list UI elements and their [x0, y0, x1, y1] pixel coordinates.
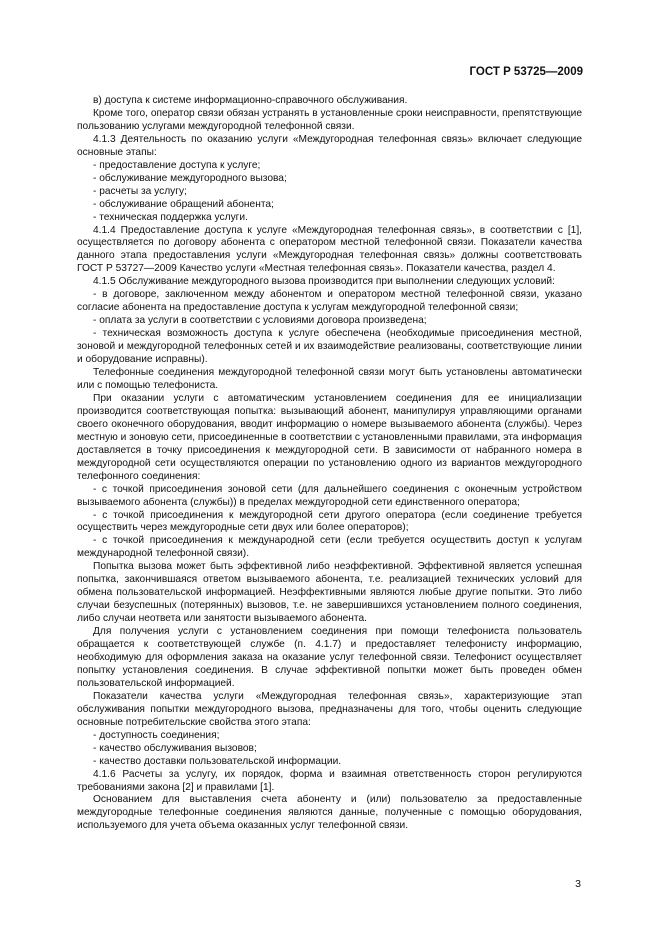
list-item: - обслуживание междугородного вызова; [93, 172, 287, 184]
paragraph: 4.1.5 Обслуживание междугородного вызова производится при выполнении следующих условий: [93, 276, 555, 288]
list-item: - качество доставки пользовательской информации. [93, 755, 342, 767]
list-item: - техническая поддержка услуги. [93, 211, 248, 223]
list-item: - оплата за услуги в соответствии с условиями договора произведена; [93, 315, 427, 327]
list-item: - качество обслуживания вызовов; [93, 742, 257, 754]
paragraph: 4.1.3 Деятельность по оказанию услуги «Междугородная телефонная связь» включает следующие основные этапы: [77, 133, 582, 158]
list-item: - техническая возможность доступа к услуге обеспечена (необходимые присоединения местной, зоновой и междугородной телефонных сетей и их взаимодействие реализованы, соответствующие линии и оборудование исправны). [77, 328, 582, 366]
paragraph: При оказании услуги с автоматическим установлением соединения для ее инициализации производится соответствующая попытка: вызывающий абонент, манипулируя управляющими органами своего оконечного оборудования, вводит информацию о номере вызываемого абонента (службы). Через местную и зоновую сети, присоединенные в соответствии с установленными правилами, эта информация доставляется в точку присоединения к междугородной сети. В зависимости от набранного номера в междугородной сети осуществляются операции по установлению одного из вариантов междугородного телефонного соединения: [77, 392, 582, 482]
paragraph: 4.1.6 Расчеты за услугу, их порядок, форма и взаимная ответственность сторон регулируются требованиями закона [2] и правилами [1]. [77, 768, 582, 793]
list-item: - с точкой присоединения зоновой сети (для дальнейшего соединения с оконечным устройством вызываемого абонента (службы)) в пределах междугородной сети единственного оператора; [77, 483, 582, 508]
paragraph: Попытка вызова может быть эффективной либо неэффективной. Эффективной является успешная попытка, закончившаяся ответом вызываемого абонента, т.е. реализацией технических условий для обмена пользовательской информацией. Неэффективными являются любые другие попытки. Это либо случаи безуспешных (потерянных) вызовов, т.е. не завершившихся установлением полного соединения, либо случаи неответа или занятости вызываемого абонента. [77, 561, 582, 625]
paragraph: 4.1.4 Предоставление доступа к услуге «Междугородная телефонная связь», в соответствии с [1], осуществляется по договору абонента с оператором местной телефонной связи. Показатели качества данного этапа предоставления услуги «Междугородная телефонная связь» должны соответствовать ГОСТ Р 53727—2009 Качество услуги «Местная телефонная связь». Показатели качества, раздел 4. [77, 224, 582, 275]
document-header: ГОСТ Р 53725—2009 [469, 66, 583, 78]
list-item: - доступность соединения; [93, 729, 220, 741]
list-item: - предоставление доступа к услуге; [93, 159, 261, 171]
list-item: - с точкой присоединения к междугородной сети другого оператора (если соединение требуется осуществить через междугородные сети двух или более операторов); [77, 509, 582, 534]
page-number: 3 [575, 878, 581, 890]
paragraph: Кроме того, оператор связи обязан устранять в установленные сроки неисправности, препятствующие пользованию услугами междугородной телефонной связи. [77, 107, 582, 132]
list-item: - в договоре, заключенном между абонентом и оператором местной телефонной связи, указано согласие абонента на предоставление доступа к услугам междугородной телефонной связи; [77, 289, 582, 314]
paragraph: Телефонные соединения междугородной телефонной связи могут быть установлены автоматически или с помощью телефониста. [77, 367, 582, 391]
list-item: - с точкой присоединения к международной сети (если требуется осуществить доступ к услугам международной телефонной связи). [77, 535, 582, 560]
paragraph: в) доступа к системе информационно-справочного обслуживания. [93, 95, 408, 106]
list-item: - обслуживание обращений абонента; [93, 198, 274, 210]
paragraph: Основанием для выставления счета абоненту и (или) пользователю за предоставленные междугородные телефонные соединения являются данные, полученные с помощью оборудования, используемого для учета объема оказанных услуг телефонной связи. [77, 794, 582, 832]
document-body [77, 95, 582, 833]
paragraph: Показатели качества услуги «Междугородная телефонная связь», характеризующие этап обслуживания попытки междугородного вызова, предназначены для того, чтобы оценить следующие основные потребительские свойства этого этапа: [77, 690, 582, 728]
paragraph: Для получения услуги с установлением соединения при помощи телефониста пользователь обращается к соответствующей службе (п. 4.1.7) и предоставляет телефонисту информацию, необходимую для оформления заказа на оказание услуг телефонной связи. Телефонист осуществляет попытку установления соединения. В случае эффективной попытки может быть проведен обмен пользовательской информацией. [77, 626, 582, 689]
list-item: - расчеты за услугу; [93, 185, 187, 197]
